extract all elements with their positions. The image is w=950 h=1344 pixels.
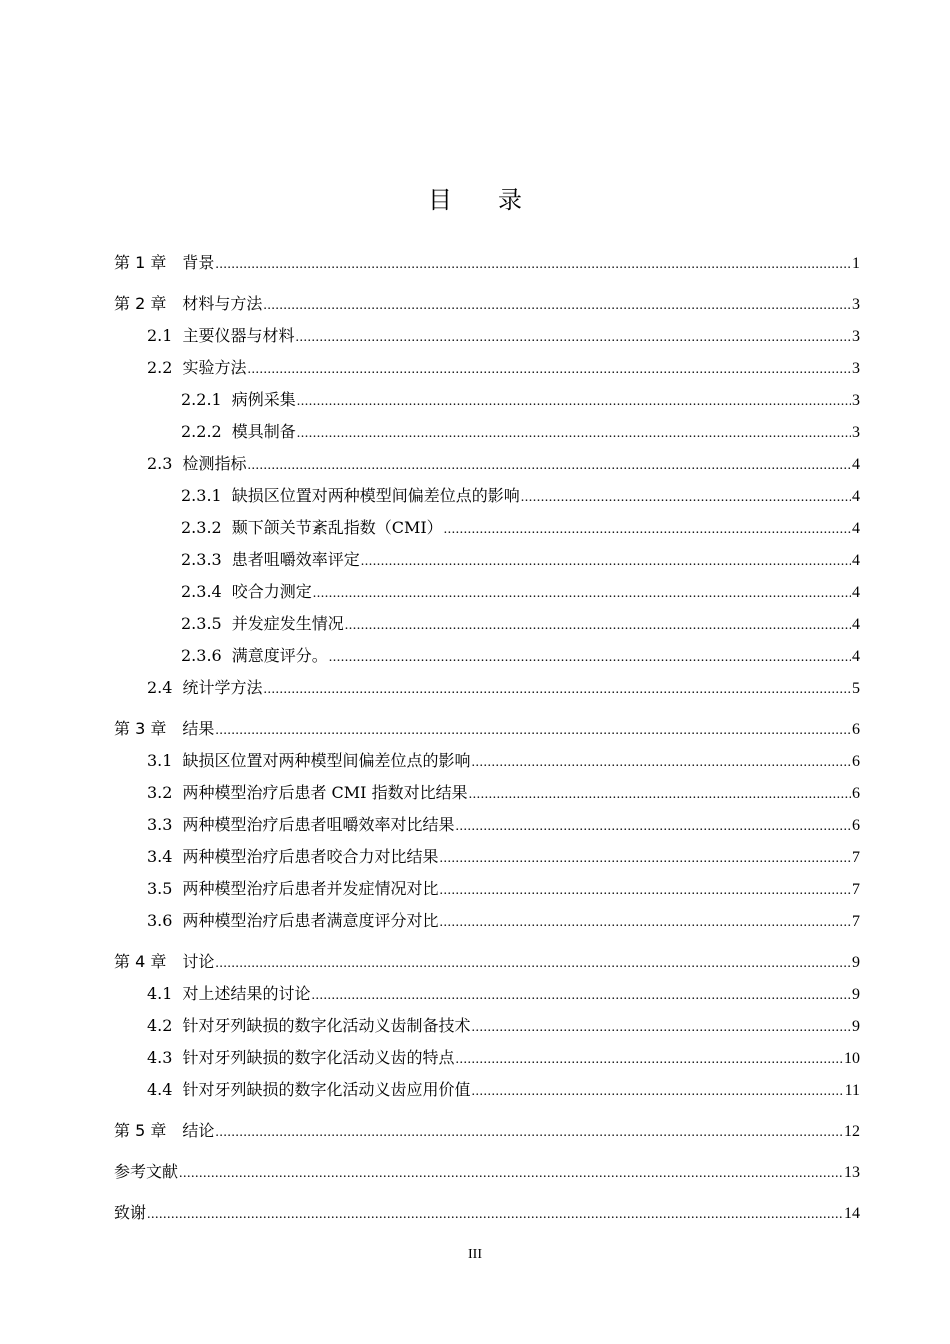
toc-entry-title: 实验方法 (182, 358, 247, 377)
toc-leader-dots (297, 384, 851, 418)
table-of-contents (114, 247, 860, 1229)
toc-leader-dots (147, 1197, 843, 1231)
toc-entry-page: 1 (852, 255, 860, 272)
toc-entry-title: 模具制备 (231, 422, 296, 441)
toc-entry-page: 3 (852, 328, 860, 345)
toc-entry-number: 第 2 章 (114, 294, 167, 313)
toc-leader-dots (311, 978, 851, 1012)
toc-leader-dots (215, 247, 851, 281)
toc-entry[interactable] (114, 1156, 860, 1188)
toc-entry-page: 14 (844, 1205, 860, 1222)
toc-entry-title: 主要仪器与材料 (182, 326, 295, 345)
toc-entry[interactable] (114, 905, 860, 937)
toc-entry-page: 3 (852, 392, 860, 409)
toc-entry-page: 3 (852, 360, 860, 377)
toc-leader-dots (247, 448, 851, 482)
toc-entry-page: 12 (844, 1123, 860, 1140)
toc-leader-dots (297, 416, 851, 450)
toc-entry-page: 4 (852, 584, 860, 601)
toc-entry[interactable] (114, 777, 860, 809)
toc-entry-title: 统计学方法 (182, 678, 263, 697)
toc-entry-number: 2.3.4 (181, 582, 222, 601)
toc-entry-page: 6 (852, 785, 860, 802)
toc-entry-number: 3.5 (147, 879, 173, 898)
toc-leader-dots (361, 544, 851, 578)
toc-entry-number: 第 3 章 (114, 719, 167, 738)
toc-title-char-2: 录 (498, 186, 522, 214)
toc-entry-page: 9 (852, 954, 860, 971)
toc-entry-page: 3 (852, 424, 860, 441)
toc-entry-page: 4 (852, 552, 860, 569)
toc-entry[interactable] (114, 1197, 860, 1229)
toc-entry-title: 并发症发生情况 (231, 614, 344, 633)
toc-entry[interactable] (114, 608, 860, 640)
toc-entry-page: 5 (852, 680, 860, 697)
toc-leader-dots (439, 905, 851, 939)
page-number: III (468, 1247, 482, 1262)
toc-entry-title: 病例采集 (231, 390, 296, 409)
toc-entry-title: 参考文献 (114, 1162, 179, 1181)
toc-entry-title: 两种模型治疗后患者并发症情况对比 (182, 879, 439, 898)
toc-entry-page: 7 (852, 881, 860, 898)
toc-entry-title: 针对牙列缺损的数字化活动义齿应用价值 (182, 1080, 471, 1099)
toc-entry-number: 第 5 章 (114, 1121, 167, 1140)
toc-entry-number: 3.6 (147, 911, 173, 930)
toc-leader-dots (313, 576, 851, 610)
toc-leader-dots (295, 320, 851, 354)
toc-entry[interactable] (114, 1042, 860, 1074)
toc-entry-page: 9 (852, 986, 860, 1003)
toc-entry-page: 6 (852, 721, 860, 738)
toc-entry-number: 2.1 (147, 326, 173, 345)
toc-leader-dots (469, 777, 851, 811)
toc-leader-dots (521, 480, 851, 514)
toc-entry-number: 2.3.5 (181, 614, 222, 633)
toc-entry-page: 6 (852, 753, 860, 770)
toc-leader-dots (215, 713, 851, 747)
toc-leader-dots (247, 352, 851, 386)
toc-entry[interactable] (114, 247, 860, 279)
toc-entry-page: 3 (852, 296, 860, 313)
toc-entry[interactable] (114, 288, 860, 320)
toc-entry-title: 缺损区位置对两种模型间偏差位点的影响 (182, 751, 471, 770)
toc-entry-page: 9 (852, 1018, 860, 1035)
toc-entry-number: 2.3.2 (181, 518, 222, 537)
toc-entry-title: 结果 (182, 719, 215, 738)
toc-leader-dots (444, 512, 851, 546)
toc-entry[interactable] (114, 946, 860, 978)
toc-entry[interactable] (114, 1074, 860, 1106)
toc-entry-title: 背景 (182, 253, 215, 272)
toc-entry[interactable] (114, 1115, 860, 1147)
toc-entry-number: 4.2 (147, 1016, 173, 1035)
toc-entry[interactable] (114, 1010, 860, 1042)
toc-entry-page: 4 (852, 648, 860, 665)
toc-entry-title: 针对牙列缺损的数字化活动义齿的特点 (182, 1048, 455, 1067)
toc-entry-title: 致谢 (114, 1203, 147, 1222)
toc-entry-title: 颞下颌关节紊乱指数（CMI） (231, 518, 443, 537)
toc-leader-dots (471, 1074, 843, 1108)
toc-entry-number: 2.3.1 (181, 486, 222, 505)
toc-entry[interactable] (114, 480, 860, 512)
toc-leader-dots (179, 1156, 843, 1190)
toc-entry-number: 4.4 (147, 1080, 173, 1099)
toc-entry-page: 7 (852, 913, 860, 930)
toc-entry-number: 2.2 (147, 358, 173, 377)
toc-entry[interactable] (114, 873, 860, 905)
toc-entry-page: 6 (852, 817, 860, 834)
toc-entry-page: 13 (844, 1164, 860, 1181)
toc-entry-title: 咬合力测定 (231, 582, 312, 601)
toc-leader-dots (215, 946, 851, 980)
toc-entry[interactable] (114, 745, 860, 777)
toc-entry[interactable] (114, 841, 860, 873)
toc-entry[interactable] (114, 978, 860, 1010)
toc-leader-dots (439, 841, 851, 875)
toc-leader-dots (455, 809, 851, 843)
toc-entry[interactable] (114, 416, 860, 448)
toc-entry-number: 第 1 章 (114, 253, 167, 272)
toc-entry[interactable] (114, 448, 860, 480)
toc-entry-page: 4 (852, 488, 860, 505)
toc-entry-title: 患者咀嚼效率评定 (231, 550, 360, 569)
toc-leader-dots (471, 745, 851, 779)
toc-entry[interactable] (114, 320, 860, 352)
toc-leader-dots (215, 1115, 843, 1149)
toc-entry-title: 满意度评分。 (231, 646, 328, 665)
toc-leader-dots (263, 672, 851, 706)
toc-entry-title: 两种模型治疗后患者满意度评分对比 (182, 911, 439, 930)
toc-entry-number: 3.4 (147, 847, 173, 866)
toc-entry[interactable] (114, 544, 860, 576)
toc-entry-number: 2.2.2 (181, 422, 222, 441)
toc-entry-title: 对上述结果的讨论 (182, 984, 311, 1003)
toc-entry-number: 4.1 (147, 984, 173, 1003)
toc-entry-number: 2.2.1 (181, 390, 222, 409)
toc-entry-number: 3.1 (147, 751, 173, 770)
toc-entry-number: 3.3 (147, 815, 173, 834)
toc-entry-number: 2.3.3 (181, 550, 222, 569)
toc-entry-page: 4 (852, 616, 860, 633)
toc-entry[interactable] (114, 512, 860, 544)
toc-entry-title: 两种模型治疗后患者 CMI 指数对比结果 (182, 783, 468, 802)
toc-entry-number: 2.4 (147, 678, 173, 697)
toc-entry[interactable] (114, 576, 860, 608)
toc-entry-number: 3.2 (147, 783, 173, 802)
toc-entry-page: 7 (852, 849, 860, 866)
toc-entry[interactable] (114, 384, 860, 416)
toc-entry-number: 2.3 (147, 454, 173, 473)
toc-entry-page: 4 (852, 520, 860, 537)
toc-leader-dots (439, 873, 851, 907)
toc-entry-title: 检测指标 (182, 454, 247, 473)
toc-entry-number: 2.3.6 (181, 646, 222, 665)
toc-entry-title: 讨论 (182, 952, 215, 971)
toc-entry-page: 4 (852, 456, 860, 473)
toc-entry-page: 10 (844, 1050, 860, 1067)
toc-title (0, 180, 950, 215)
toc-entry-title: 缺损区位置对两种模型间偏差位点的影响 (231, 486, 520, 505)
toc-leader-dots (329, 640, 851, 674)
toc-leader-dots (263, 288, 851, 322)
toc-entry-number: 第 4 章 (114, 952, 167, 971)
toc-leader-dots (345, 608, 851, 642)
toc-entry[interactable] (114, 809, 860, 841)
toc-entry-title: 针对牙列缺损的数字化活动义齿制备技术 (182, 1016, 471, 1035)
toc-entry[interactable] (114, 713, 860, 745)
toc-entry-title: 两种模型治疗后患者咬合力对比结果 (182, 847, 439, 866)
toc-entry[interactable] (114, 672, 860, 704)
toc-entry[interactable] (114, 640, 860, 672)
toc-entry-number: 4.3 (147, 1048, 173, 1067)
toc-entry-page: 11 (844, 1082, 860, 1099)
toc-entry-title: 两种模型治疗后患者咀嚼效率对比结果 (182, 815, 455, 834)
toc-entry-title: 材料与方法 (182, 294, 263, 313)
toc-entry-title: 结论 (182, 1121, 215, 1140)
toc-title-char-1: 目 (428, 186, 452, 214)
toc-entry[interactable] (114, 352, 860, 384)
toc-leader-dots (471, 1010, 851, 1044)
toc-leader-dots (455, 1042, 843, 1076)
